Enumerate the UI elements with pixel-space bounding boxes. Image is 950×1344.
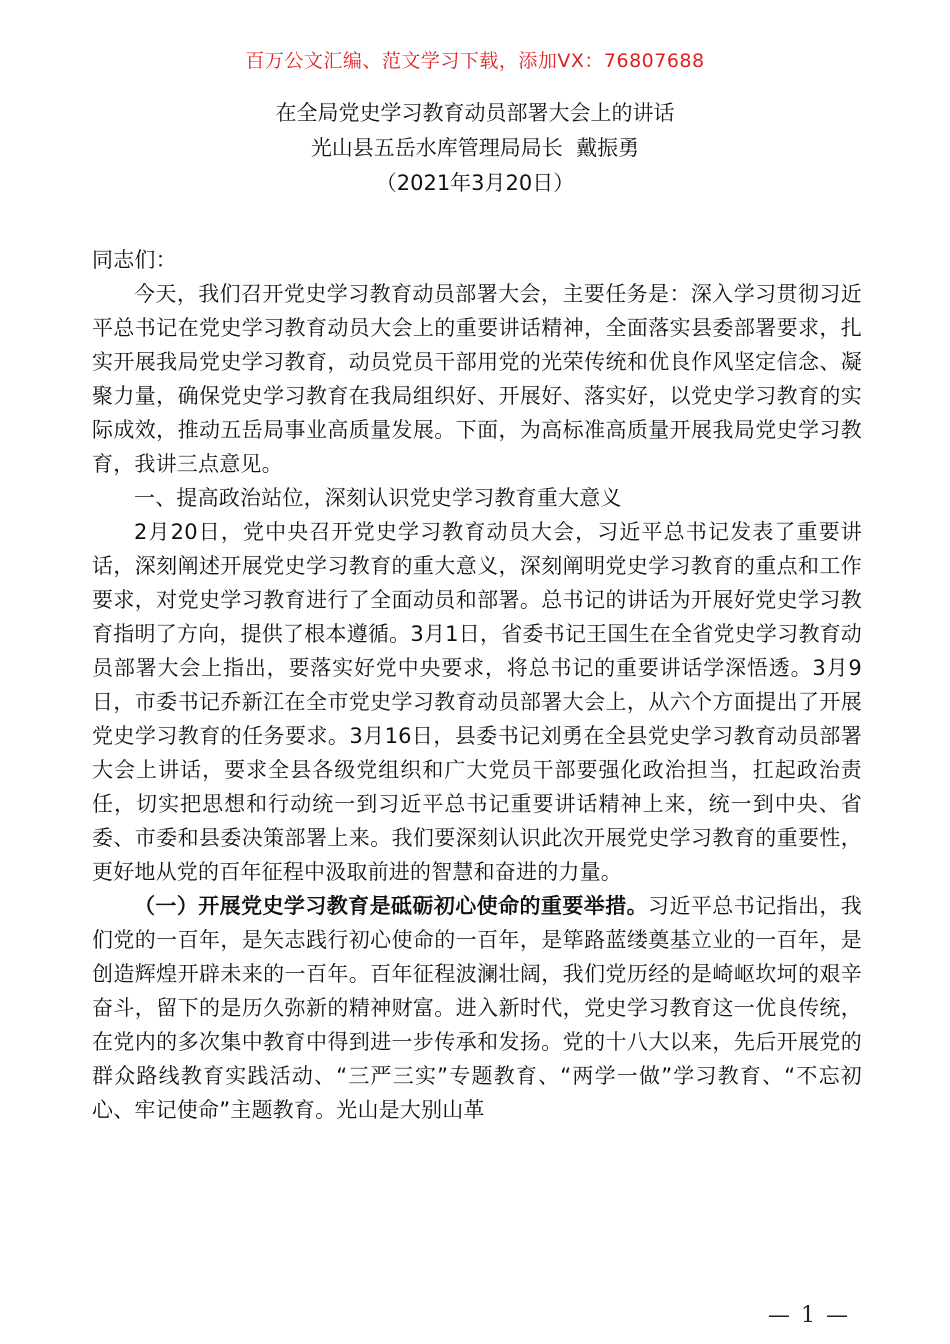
paragraph-intro: 今天，我们召开党史学习教育动员部署大会，主要任务是：深入学习贯彻习近平总书记在党史学习教育动员大会上的重要讲话精神，全面落实县委部署要求，扎实开展我局党史学习教育，动员党员干部用党的光荣传统和优良作风坚定信念、凝聚力量，确保党史学习教育在我局组织好、开展好、落实好，以党史学习教育的实际成效，推动五岳局事业高质量发展。下面，为高标准高质量开展我局党史学习教育，我讲三点意见。 <box>92 282 862 476</box>
speaker-line: 光山县五岳水库管理局局长 戴振勇 <box>310 136 640 160</box>
header-note: 百万公文汇编、范文学习下载，添加VX：76807688 <box>245 50 705 72</box>
speech-date: （2021年3月20日） <box>375 171 575 195</box>
paragraph-point-one <box>92 889 862 1127</box>
speech-title: 在全局党史学习教育动员部署大会上的讲话 <box>275 101 675 125</box>
page-number: — 1 — <box>768 1303 850 1328</box>
title-block <box>0 96 950 201</box>
paragraph-background: 2月20日，党中央召开党史学习教育动员大会，习近平总书记发表了重要讲话，深刻阐述开展党史学习教育的重大意义，深刻阐明党史学习教育的重点和工作要求，对党史学习教育进行了全面动员和部署。总书记的讲话为开展好党史学习教育指明了方向，提供了根本遵循。3月1日，省委书记王国生在全省党史学习教育动员部署大会上指出，要落实好党中央要求，将总书记的重要讲话学深悟透。3月9日，市委书记乔新江在全市党史学习教育动员部署大会上，从六个方面提出了开展党史学习教育的任务要求。3月16日，县委书记刘勇在全县党史学习教育动员部署大会上讲话，要求全县各级党组织和广大党员干部要强化政治担当，扛起政治责任，切实把思想和行动统一到习近平总书记重要讲话精神上来，统一到中央、省委、市委和县委决策部署上来。我们要深刻认识此次开展党史学习教育的重要性，更好地从党的百年征程中汲取前进的智慧和奋进的力量。 <box>92 520 862 884</box>
body-text <box>92 243 862 1127</box>
salutation: 同志们： <box>92 248 177 272</box>
section-heading-one: 一、提高政治站位，深刻认识党史学习教育重大意义 <box>134 486 622 510</box>
point-one-text: 习近平总书记指出，我们党的一百年，是矢志践行初心使命的一百年，是筚路蓝缕奠基立业的一百年，是创造辉煌开辟未来的一百年。百年征程波澜壮阔，我们党历经的是崎岖坎坷的艰辛奋斗，留下的是历久弥新的精神财富。进入新时代，党史学习教育这一优良传统，在党内的多次集中教育中得到进一步传承和发扬。党的十八大以来，先后开展党的群众路线教育实践活动、“三严三实”专题教育、“两学一做”学习教育、“不忘初心、牢记使命”主题教育。光山是大别山革 <box>92 894 862 1122</box>
point-one-lead: （一）开展党史学习教育是砥砺初心使命的重要举措。 <box>134 894 649 918</box>
